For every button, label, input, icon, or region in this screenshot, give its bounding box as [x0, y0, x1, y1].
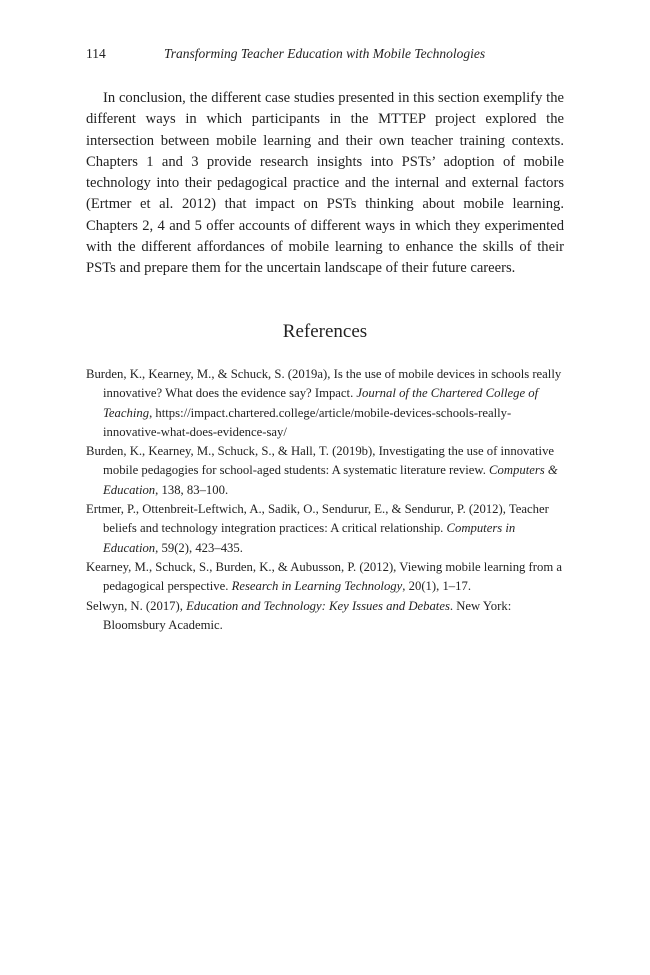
conclusion-paragraph: In conclusion, the different case studies presented in this section exemplify the different ways in which participants in the MTTEP project explored the intersection between mobile learning and their own teacher training contexts. Chapters 1 and 3 provide research insights into PSTs’ adoption of mobile technology into their pedagogical practice and the internal and external factors (Ertmer et al. 2012) that impact on PSTs thinking about mobile learning. Chapters 2, 4 and 5 offer accounts of different ways in which they experimented with the different affordances of mobile learning to enhance the skills of their PSTs and prepare them for the uncertain landscape of their future careers. [86, 90, 564, 277]
reference-details: . New York: Bloomsbury Academic. [103, 598, 512, 632]
reference-authors-title: Kearney, M., Schuck, S., Burden, K., & Aubusson, P. (2012), Viewing mobile learning from a pedagogical perspective. [86, 559, 563, 594]
references-list [86, 365, 564, 635]
reference-entry [86, 597, 564, 636]
reference-details: , 20(1), 1–17. [402, 579, 471, 594]
reference-authors-title: Ertmer, P., Ottenbreit-Leftwich, A., Sadik, O., Sendurur, E., & Sendurur, P. (2012), Teacher beliefs and technology integration practices: A critical relationship. [86, 502, 549, 536]
reference-authors-title: Selwyn, N. (2017), [86, 598, 187, 613]
running-header [86, 44, 564, 64]
reference-source: Journal of the Chartered College of Teaching [103, 386, 539, 420]
reference-details: , https://impact.chartered.college/article/mobile-devices-schools-really-innovative-what-does-evidence-say/ [103, 405, 512, 439]
reference-authors-title: Burden, K., Kearney, M., Schuck, S., & Hall, T. (2019b), Investigating the use of innovative mobile pedagogies for school-aged students: A systematic literature review. [86, 444, 555, 478]
reference-source: Computers & Education [103, 463, 558, 497]
reference-source: Computers in Education [103, 521, 516, 555]
reference-source: Education and Technology: Key Issues and Debates [186, 598, 450, 613]
running-title: Transforming Teacher Education with Mobile Technologies [164, 46, 486, 61]
reference-details: , 138, 83–100. [155, 482, 229, 497]
references-heading: References [282, 321, 368, 342]
reference-source: Research in Learning Technology [231, 579, 403, 594]
reference-entry [86, 365, 564, 442]
page-number: 114 [86, 46, 106, 61]
reference-entry [86, 442, 564, 500]
reference-details: , 59(2), 423–435. [155, 540, 243, 555]
reference-entry [86, 500, 564, 558]
reference-entry [86, 558, 564, 597]
reference-authors-title: Burden, K., Kearney, M., & Schuck, S. (2019a), Is the use of mobile devices in schools really innovative? What does the evidence say? Impact. [86, 367, 562, 401]
